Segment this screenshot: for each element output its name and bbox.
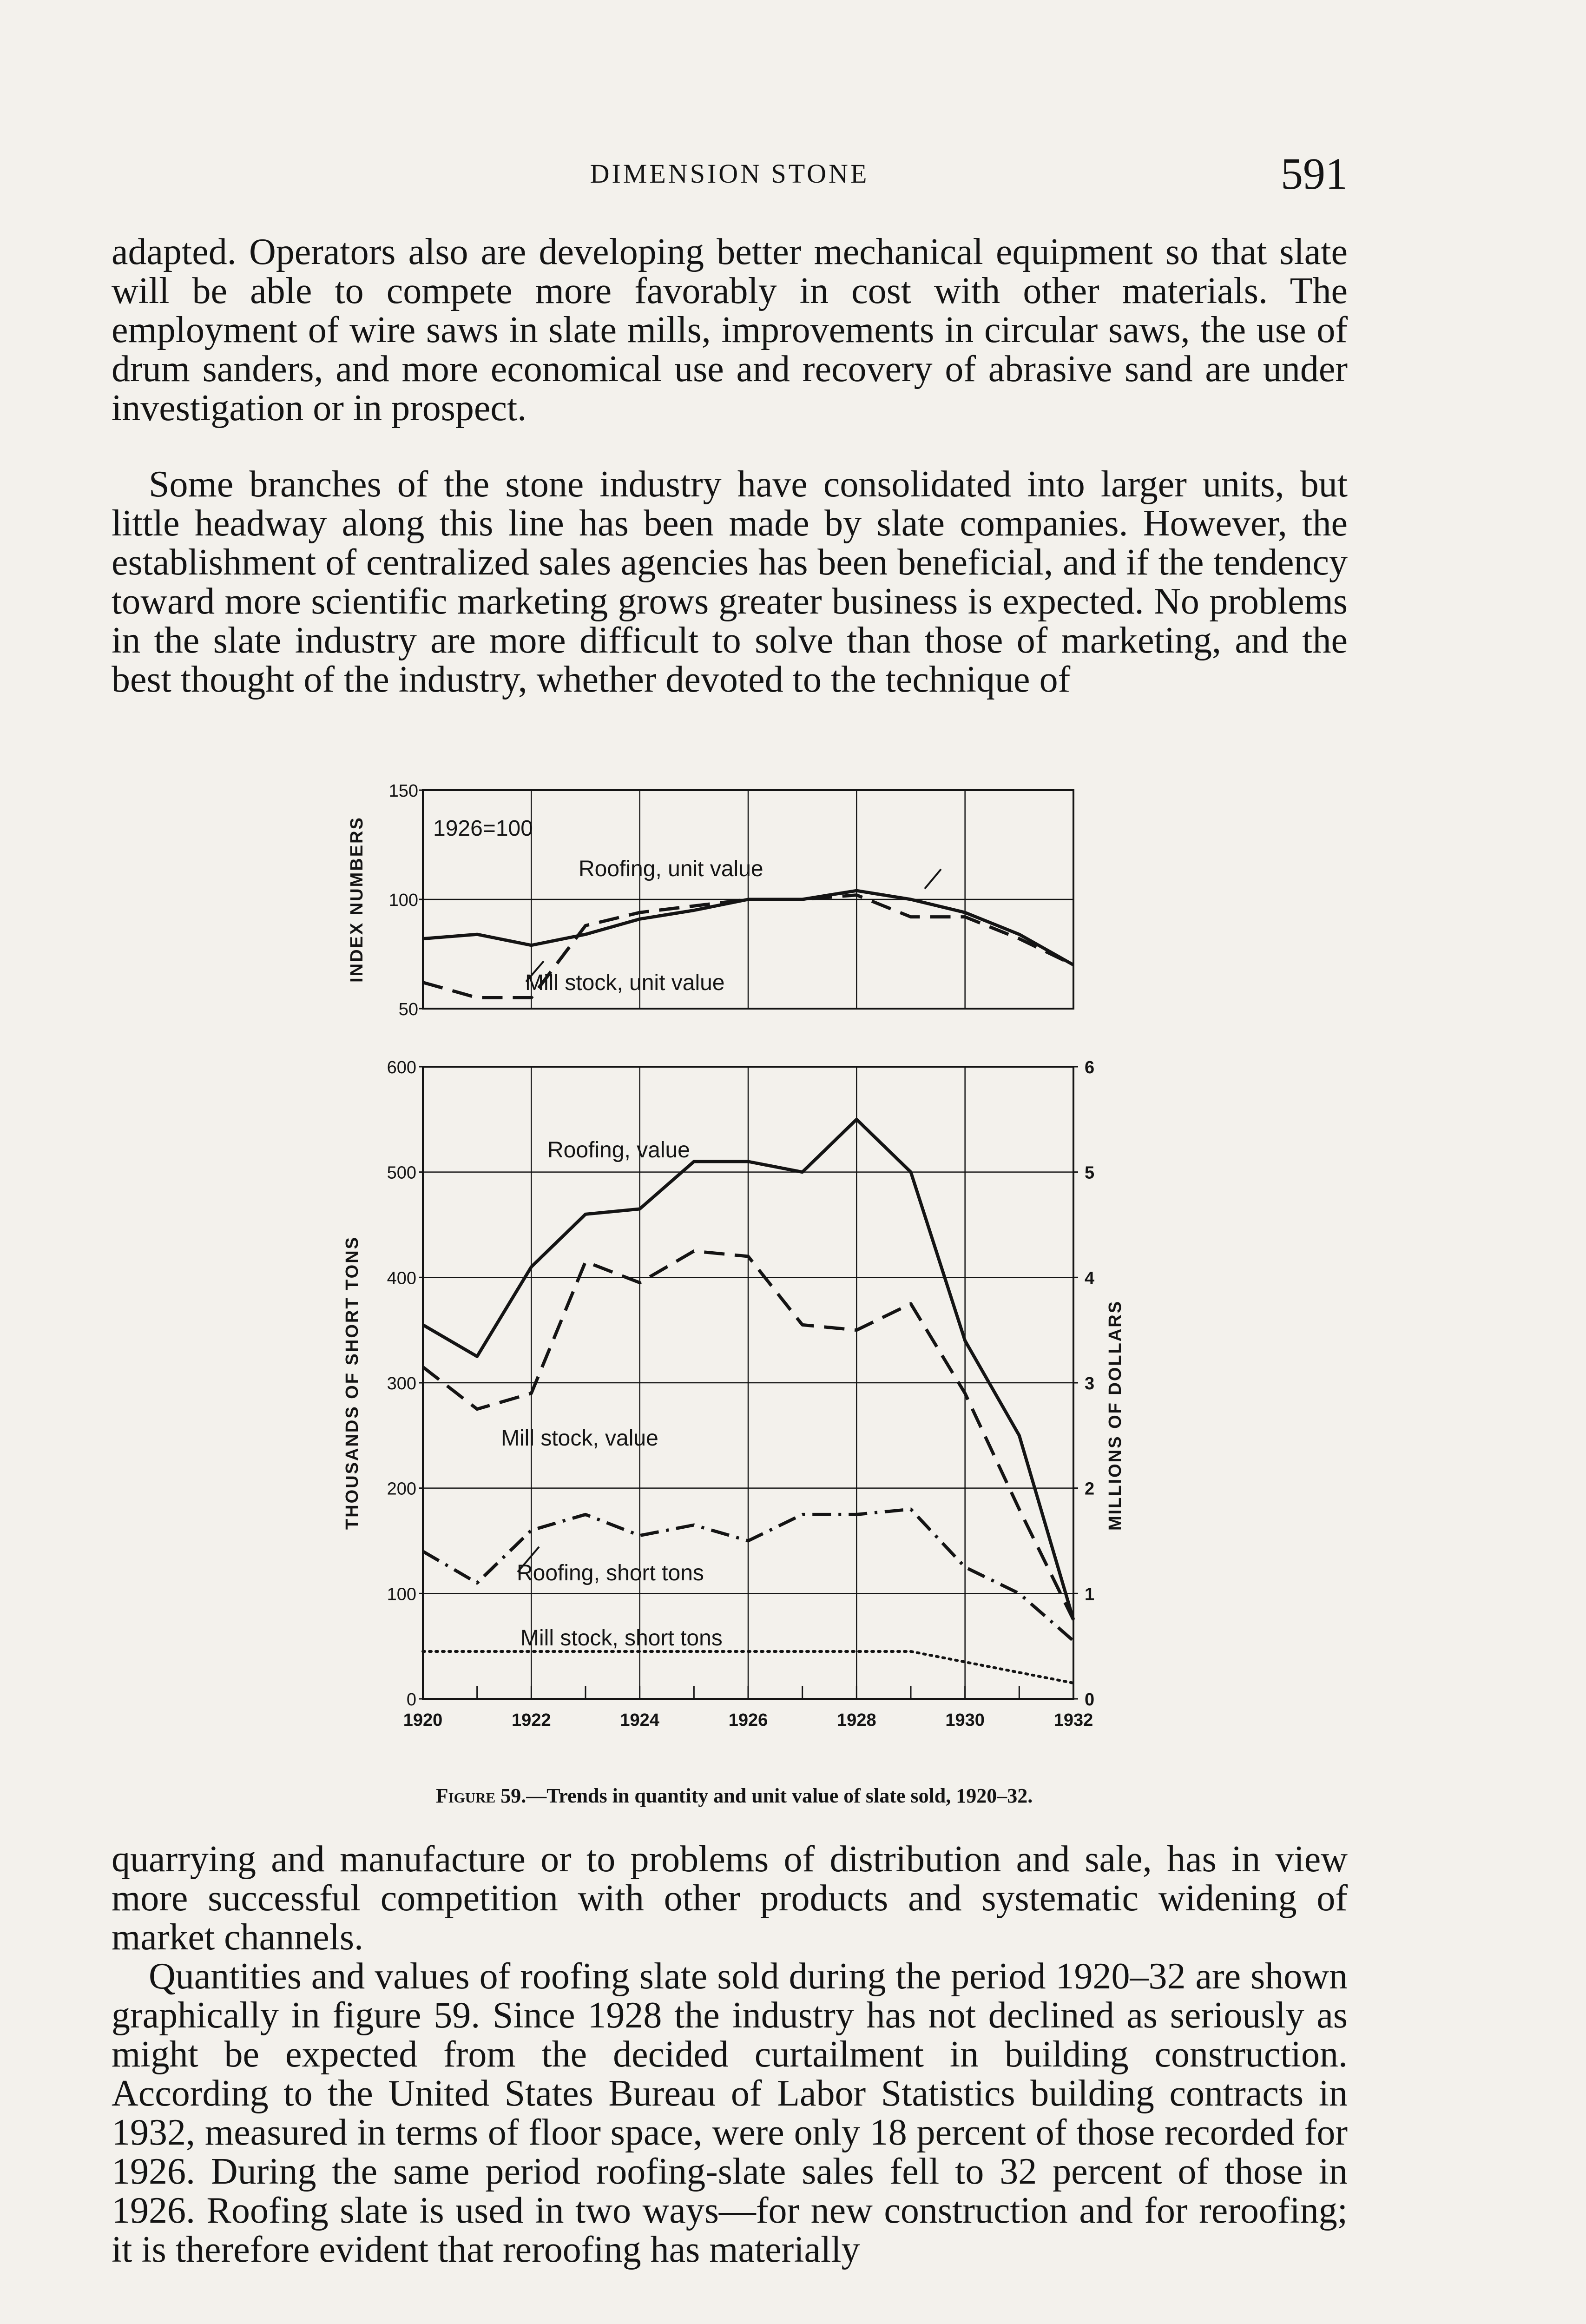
right-y-tick-label: 5 [1085,1163,1095,1183]
series-label-mill-stock-unit-value: Mill stock, unit value [525,971,725,995]
top-y-tick-label: 50 [398,1000,418,1019]
index-base-note: 1926=100 [433,816,533,841]
right-y-tick-label: 6 [1085,1058,1095,1077]
left-y-tick-label: 100 [387,1585,416,1604]
figure-caption [325,1784,1143,1808]
x-tick-label: 1930 [945,1710,985,1730]
paragraph: Quantities and values of roofing slate sold during the period 1920–32 are shown graphically in figure 59. Since 1928 the industry has not declined as seriously as might be expected from the decided curtailment in building construction. According to the United States Bureau of Labor Statistics building contracts in 1932, measured in terms of floor space, were only 18 percent of those recorded for 1926. During the same period roofing-slate sales fell to 32 percent of those in 1926. Roofing slate is used in two ways—for new construction and for reroofing; it is therefore evident that reroofing has materially [112,1956,1348,2270]
series-label-roofing-value: Roofing, value [547,1138,690,1162]
series-label-mill-stock-value: Mill stock, value [501,1426,658,1451]
running-title: DIMENSION STONE [590,158,869,189]
right-y-tick-label: 4 [1085,1268,1095,1288]
right-y-tick-label: 0 [1085,1690,1095,1710]
page-number: 591 [1281,149,1348,198]
top-y-axis-label: INDEX NUMBERS [347,816,367,983]
x-tick-label: 1924 [620,1710,659,1730]
right-y-axis-label: MILLIONS OF DOLLARS [1106,1300,1125,1531]
left-y-tick-label: 300 [387,1374,416,1393]
x-tick-label: 1922 [512,1710,551,1730]
series-leader-line [925,869,941,889]
paragraph: quarrying and manufacture or to problems of distribution and sale, has in view more successful competition with other products and systematic widening of market channels. [112,1839,1348,1958]
figure-caption-text: —Trends in quantity and unit value of slate sold, 1920–32. [526,1784,1033,1807]
right-y-tick-label: 3 [1085,1374,1095,1393]
x-tick-label: 1920 [403,1710,443,1730]
left-y-tick-label: 200 [387,1479,416,1499]
left-y-axis-label: THOUSANDS OF SHORT TONS [342,1236,362,1530]
right-y-tick-label: 1 [1085,1585,1095,1604]
series-label-roofing-unit-value: Roofing, unit value [579,857,763,881]
paragraph: adapted. Operators also are developing better mechanical equipment so that slate will be able to compete more favorably in cost with other materials. The employment of wire saws in slate mills, improvements in circular saws, the use of drum sanders, and more economical use and recovery of abrasive sand are under investigation or in prospect. [112,231,1348,429]
top-y-tick-label: 100 [388,891,418,910]
right-y-tick-label: 2 [1085,1479,1095,1499]
figure-59 [325,772,1143,1771]
paragraph: Some branches of the stone industry have consolidated into larger units, but little headway along this line has been made by slate companies. However, the establishment of centralized sales agencies has been beneficial, and if the tendency toward more scientific marketing grows greater business is expected. No problems in the slate industry are more difficult to solve than those of marketing, and the best thought of the industry, whether devoted to the technique of [112,464,1348,700]
running-head [112,149,1348,205]
series-label-mill-stock-short-tons: Mill stock, short tons [520,1626,723,1651]
top-y-tick-label: 150 [388,781,418,801]
figure-label: Figure 59. [435,1784,526,1807]
figure-chart [325,772,1143,1771]
left-y-tick-label: 500 [387,1163,416,1183]
x-tick-label: 1928 [837,1710,876,1730]
x-tick-label: 1926 [728,1710,768,1730]
x-tick-label: 1932 [1053,1710,1093,1730]
left-y-tick-label: 0 [406,1690,416,1710]
left-y-tick-label: 400 [387,1268,416,1288]
left-y-tick-label: 600 [387,1058,416,1077]
series-label-roofing-short-tons: Roofing, short tons [517,1561,704,1585]
